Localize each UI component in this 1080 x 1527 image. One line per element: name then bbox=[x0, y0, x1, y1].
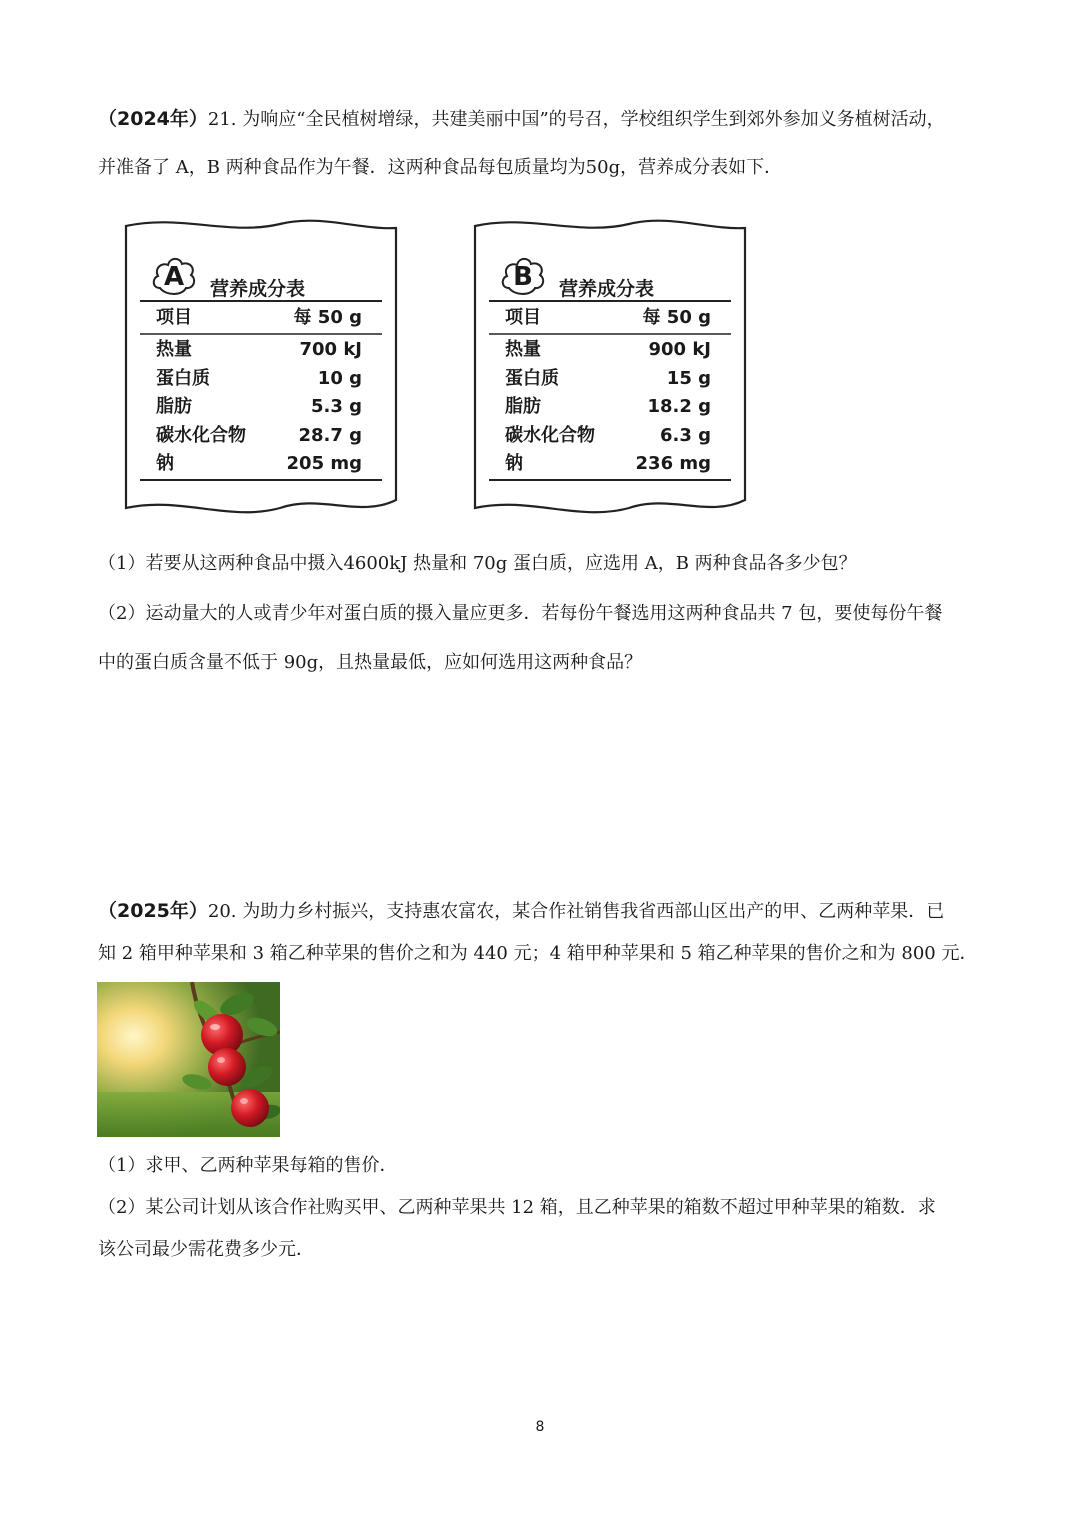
card-a-row-value: 5.3 g bbox=[310, 396, 362, 417]
apple-image bbox=[97, 982, 280, 1137]
problem-2025-question-1: （1）求甲、乙两种苹果每箱的售价． bbox=[98, 1155, 398, 1176]
problem-2025-question-2-line1: （2）某公司计划从该合作社购买甲、乙两种苹果共 12 箱，且乙种苹果的箱数不超过甲种苹果的箱数．求 bbox=[98, 1197, 936, 1218]
problem-2024-question-1: （1）若要从这两种食品中摄入4600kJ 热量和 70g 蛋白质，应选用 A，B 两种食品各多少包？ bbox=[98, 553, 857, 574]
problem-2024-line2: 并准备了 A，B 两种食品作为午餐．这两种食品每包质量均为50g，营养成分表如下． bbox=[98, 157, 783, 178]
problem-2024-question-2-line1: （2）运动量大的人或青少年对蛋白质的摄入量应更多．若每份午餐选用这两种食品共 7 包，要使每份午餐 bbox=[98, 603, 943, 624]
card-a-badge bbox=[150, 254, 198, 298]
card-b-letter: B bbox=[513, 262, 533, 292]
problem-2025-year: （2025年） bbox=[98, 900, 208, 922]
page-number: 8 bbox=[535, 1419, 545, 1435]
card-b-row-value: 6.3 g bbox=[659, 425, 711, 446]
card-b-header-key: 项目 bbox=[505, 307, 541, 328]
card-a-row bbox=[156, 338, 362, 362]
problem-2024-year: （2024年） bbox=[98, 108, 208, 130]
problem-2025-line2: 知 2 箱甲种苹果和 3 箱乙种苹果的售价之和为 440 元；4 箱甲种苹果和 5 箱乙种苹果的售价之和为 800 元． bbox=[98, 943, 978, 964]
card-a-row bbox=[156, 367, 362, 391]
card-b-header bbox=[505, 306, 711, 330]
problem-2025-line1 bbox=[98, 900, 988, 923]
card-a-header bbox=[156, 306, 362, 330]
card-b-row-value: 15 g bbox=[666, 368, 711, 389]
card-a-row-key: 热量 bbox=[156, 339, 192, 360]
card-a-row bbox=[156, 424, 362, 448]
card-b-badge bbox=[499, 254, 547, 298]
card-a-row-value: 28.7 g bbox=[298, 425, 362, 446]
card-a-row-key: 蛋白质 bbox=[156, 368, 210, 389]
nutrition-card-a bbox=[120, 212, 410, 522]
card-a-title: 营养成分表 bbox=[210, 278, 306, 300]
card-a-row-key: 钠 bbox=[156, 453, 174, 474]
problem-2024-text1: 21. 为响应“全民植树增绿，共建美丽中国”的号召，学校组织学生到郊外参加义务植树活动， bbox=[207, 109, 945, 130]
card-b-row-value: 236 mg bbox=[635, 453, 711, 474]
card-b-row bbox=[505, 395, 711, 419]
card-a-row-value: 700 kJ bbox=[299, 339, 362, 360]
card-a-row-value: 205 mg bbox=[286, 453, 362, 474]
card-b-row bbox=[505, 338, 711, 362]
card-a-row-value: 10 g bbox=[317, 368, 362, 389]
card-b-row-key: 热量 bbox=[505, 339, 541, 360]
card-b-row-key: 钠 bbox=[505, 453, 523, 474]
card-b-row-key: 脂肪 bbox=[505, 396, 541, 417]
card-b-row-value: 18.2 g bbox=[647, 396, 711, 417]
card-a-row-key: 碳水化合物 bbox=[156, 425, 246, 446]
apple-tree-photo bbox=[97, 982, 280, 1137]
card-a-letter: A bbox=[163, 262, 185, 292]
problem-2024-line1 bbox=[98, 108, 988, 131]
card-b-row bbox=[505, 424, 711, 448]
card-a-header-value: 每 50 g bbox=[293, 307, 362, 328]
card-b-row bbox=[505, 452, 711, 476]
nutrition-card-b bbox=[469, 212, 759, 522]
card-a-row-key: 脂肪 bbox=[156, 396, 192, 417]
card-b-row bbox=[505, 367, 711, 391]
card-a-header-key: 项目 bbox=[156, 307, 192, 328]
card-b-row-key: 碳水化合物 bbox=[505, 425, 595, 446]
problem-2025-question-2-line2: 该公司最少需花费多少元． bbox=[98, 1239, 314, 1260]
card-b-row-value: 900 kJ bbox=[648, 339, 711, 360]
card-b-header-value: 每 50 g bbox=[642, 307, 711, 328]
card-b-row-key: 蛋白质 bbox=[505, 368, 559, 389]
problem-2024-question-2-line2: 中的蛋白质含量不低于 90g，且热量最低，应如何选用这两种食品？ bbox=[98, 652, 643, 673]
problem-2025-text1: 20. 为助力乡村振兴，支持惠农富农，某合作社销售我省西部山区出产的甲、乙两种苹果．已 bbox=[207, 901, 945, 922]
card-b-title: 营养成分表 bbox=[559, 278, 655, 300]
card-a-row bbox=[156, 452, 362, 476]
card-a-row bbox=[156, 395, 362, 419]
